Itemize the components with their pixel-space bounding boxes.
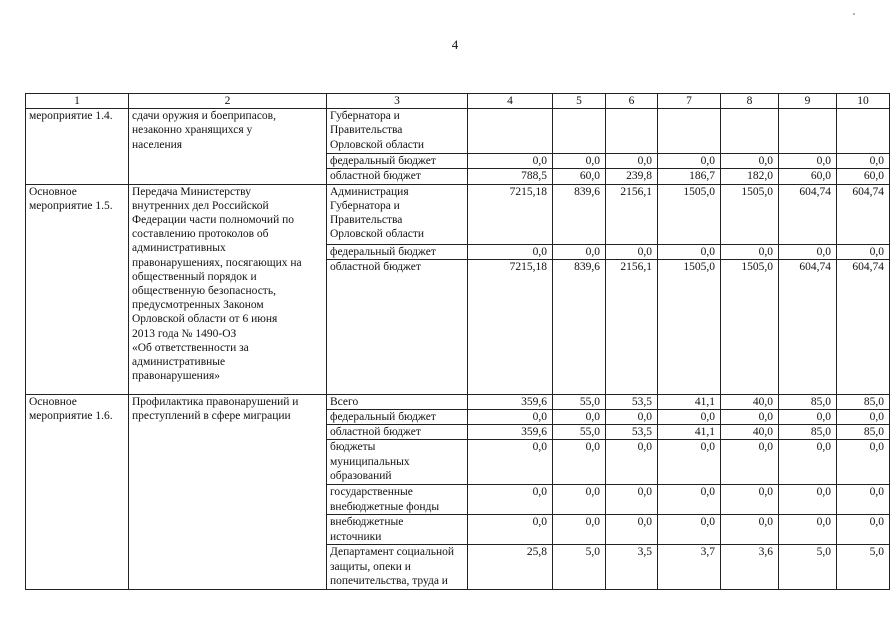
event-description-cell: Профилактика правонарушений и преступлений в сфере миграции [129, 394, 327, 590]
header-cell: 5 [553, 94, 606, 109]
value-cell: 5,0 [837, 545, 890, 590]
header-cell: 10 [837, 94, 890, 109]
value-cell: 5,0 [553, 545, 606, 590]
header-cell: 7 [658, 94, 721, 109]
value-cell: 0,0 [468, 485, 553, 515]
value-cell: 604,74 [837, 184, 890, 244]
value-cell: 0,0 [606, 440, 658, 485]
value-cell: 0,0 [606, 515, 658, 545]
event-description-cell: сдачи оружия и боеприпасов, незаконно хранящихся у населения [129, 109, 327, 184]
value-cell: 0,0 [658, 515, 721, 545]
value-cell: 55,0 [553, 425, 606, 440]
header-cell: 8 [721, 94, 779, 109]
value-cell: 3,6 [721, 545, 779, 590]
funding-source-cell: Всего [327, 394, 468, 409]
value-cell: 40,0 [721, 425, 779, 440]
value-cell: 604,74 [779, 184, 837, 244]
value-cell [721, 109, 779, 154]
table-row [26, 184, 890, 244]
table-row [26, 394, 890, 409]
value-cell: 182,0 [721, 169, 779, 184]
funding-source-cell: внебюджетные источники [327, 515, 468, 545]
value-cell: 0,0 [553, 410, 606, 425]
value-cell: 0,0 [721, 515, 779, 545]
value-cell [779, 109, 837, 154]
value-cell: 55,0 [553, 394, 606, 409]
page-number: 4 [451, 37, 459, 52]
value-cell [553, 109, 606, 154]
value-cell: 0,0 [779, 515, 837, 545]
value-cell: 85,0 [779, 394, 837, 409]
value-cell: 60,0 [553, 169, 606, 184]
value-cell: 0,0 [553, 154, 606, 169]
value-cell: 85,0 [779, 425, 837, 440]
header-cell: 2 [129, 94, 327, 109]
value-cell: 2156,1 [606, 259, 658, 394]
value-cell: 53,5 [606, 394, 658, 409]
value-cell: 0,0 [837, 485, 890, 515]
value-cell: 0,0 [779, 154, 837, 169]
value-cell: 25,8 [468, 545, 553, 590]
value-cell: 0,0 [606, 154, 658, 169]
value-cell: 85,0 [837, 394, 890, 409]
value-cell: 1505,0 [721, 259, 779, 394]
value-cell: 0,0 [468, 244, 553, 259]
budget-table [25, 93, 890, 590]
value-cell: 0,0 [606, 410, 658, 425]
funding-source-cell: областной бюджет [327, 169, 468, 184]
value-cell [658, 109, 721, 154]
value-cell: 0,0 [658, 410, 721, 425]
value-cell: 0,0 [779, 485, 837, 515]
value-cell [606, 109, 658, 154]
value-cell: 0,0 [779, 440, 837, 485]
value-cell: 0,0 [553, 515, 606, 545]
value-cell: 7215,18 [468, 259, 553, 394]
table-row [26, 109, 890, 154]
funding-source-cell: бюджеты муниципальных образований [327, 440, 468, 485]
value-cell: 359,6 [468, 425, 553, 440]
value-cell: 839,6 [553, 184, 606, 244]
value-cell [837, 109, 890, 154]
funding-source-cell: государственные внебюджетные фонды [327, 485, 468, 515]
value-cell: 3,5 [606, 545, 658, 590]
value-cell: 0,0 [606, 244, 658, 259]
value-cell: 0,0 [721, 244, 779, 259]
table-header-row [26, 94, 890, 109]
value-cell: 359,6 [468, 394, 553, 409]
event-code-cell: Основное мероприятие 1.6. [26, 394, 129, 590]
value-cell: 0,0 [468, 410, 553, 425]
value-cell: 53,5 [606, 425, 658, 440]
value-cell: 0,0 [721, 410, 779, 425]
value-cell: 788,5 [468, 169, 553, 184]
value-cell: 5,0 [779, 545, 837, 590]
event-code-cell: мероприятие 1.4. [26, 109, 129, 184]
scan-speck [853, 13, 855, 15]
funding-source-cell: областной бюджет [327, 259, 468, 394]
funding-source-cell: федеральный бюджет [327, 154, 468, 169]
value-cell: 0,0 [553, 485, 606, 515]
value-cell: 0,0 [606, 485, 658, 515]
header-cell: 1 [26, 94, 129, 109]
value-cell: 186,7 [658, 169, 721, 184]
value-cell: 1505,0 [658, 184, 721, 244]
value-cell: 0,0 [658, 244, 721, 259]
value-cell: 41,1 [658, 394, 721, 409]
value-cell: 0,0 [721, 440, 779, 485]
funding-source-cell: Губернатора и Правительства Орловской области [327, 109, 468, 154]
event-description-cell: Передача Министерству внутренних дел Российской Федерации части полномочий по составлению протоколов об административных правонарушениях, посягающих на общественный порядок и общественную безопасность, предусмотренных Законом Орловской области от 6 июня 2013 года № 1490-ОЗ «Об ответственности за административные правонарушения» [129, 184, 327, 394]
value-cell: 0,0 [779, 410, 837, 425]
value-cell: 0,0 [721, 154, 779, 169]
value-cell: 60,0 [779, 169, 837, 184]
value-cell: 0,0 [658, 440, 721, 485]
value-cell: 0,0 [779, 244, 837, 259]
value-cell: 0,0 [468, 154, 553, 169]
funding-source-cell: Департамент социальной защиты, опеки и попечительства, труда и [327, 545, 468, 590]
value-cell: 7215,18 [468, 184, 553, 244]
value-cell: 0,0 [837, 154, 890, 169]
value-cell: 60,0 [837, 169, 890, 184]
value-cell: 0,0 [468, 440, 553, 485]
funding-source-cell: федеральный бюджет [327, 410, 468, 425]
value-cell: 0,0 [837, 440, 890, 485]
value-cell: 0,0 [658, 154, 721, 169]
value-cell: 2156,1 [606, 184, 658, 244]
value-cell: 41,1 [658, 425, 721, 440]
value-cell: 604,74 [779, 259, 837, 394]
value-cell: 3,7 [658, 545, 721, 590]
funding-source-cell: федеральный бюджет [327, 244, 468, 259]
value-cell [468, 109, 553, 154]
header-cell: 3 [327, 94, 468, 109]
header-cell: 6 [606, 94, 658, 109]
value-cell: 0,0 [553, 440, 606, 485]
value-cell: 0,0 [721, 485, 779, 515]
funding-source-cell: Администрация Губернатора и Правительства Орловской области [327, 184, 468, 244]
value-cell: 40,0 [721, 394, 779, 409]
value-cell: 0,0 [468, 515, 553, 545]
value-cell: 0,0 [837, 244, 890, 259]
value-cell: 839,6 [553, 259, 606, 394]
funding-source-cell: областной бюджет [327, 425, 468, 440]
value-cell: 0,0 [553, 244, 606, 259]
value-cell: 0,0 [837, 515, 890, 545]
value-cell: 0,0 [837, 410, 890, 425]
event-code-cell: Основное мероприятие 1.5. [26, 184, 129, 394]
value-cell: 85,0 [837, 425, 890, 440]
header-cell: 4 [468, 94, 553, 109]
value-cell: 604,74 [837, 259, 890, 394]
value-cell: 0,0 [658, 485, 721, 515]
header-cell: 9 [779, 94, 837, 109]
value-cell: 239,8 [606, 169, 658, 184]
value-cell: 1505,0 [721, 184, 779, 244]
value-cell: 1505,0 [658, 259, 721, 394]
